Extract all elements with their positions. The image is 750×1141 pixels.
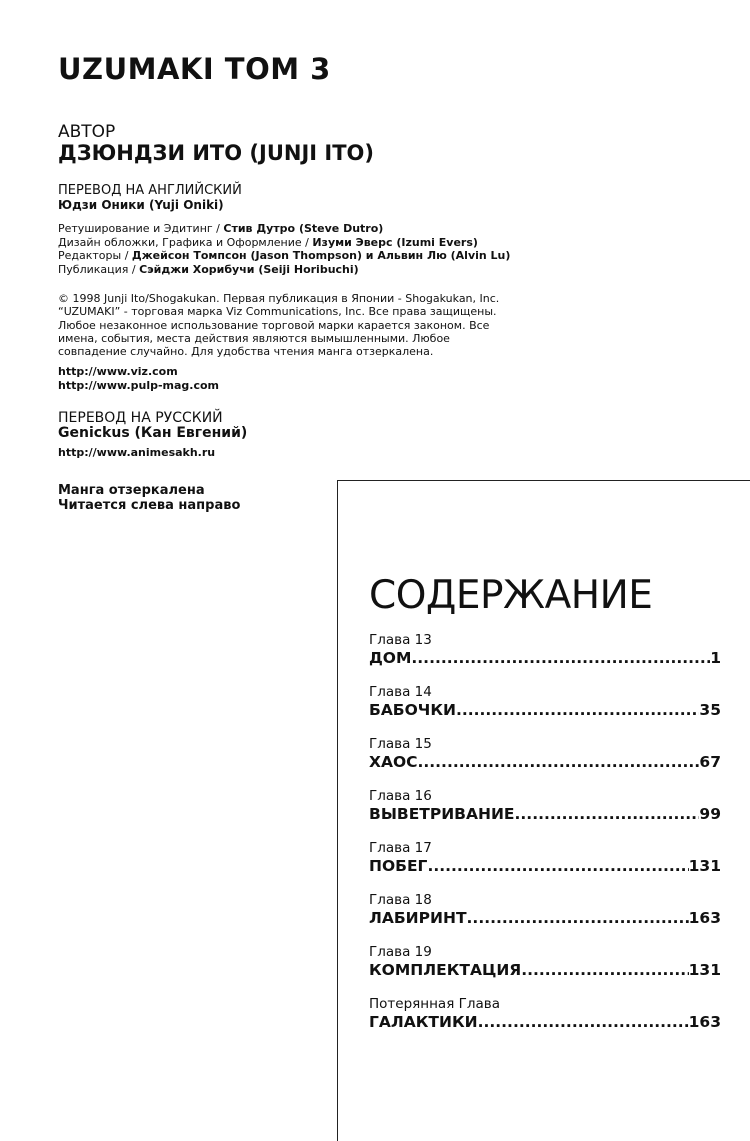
chapter-page: 35: [699, 701, 721, 719]
chapter-label: Глава 19: [369, 944, 432, 960]
dot-leader: [418, 753, 700, 772]
animesakh-url-link[interactable]: http://www.animesakh.ru: [58, 446, 216, 459]
toc-entry[interactable]: [369, 892, 721, 944]
credit-role: Редакторы /: [58, 249, 129, 263]
credit-role: Ретуширование и Эдитинг /: [58, 222, 220, 235]
credits-block: [58, 222, 510, 276]
credit-names: Сэйджи Хорибучи (Seiji Horibuchi): [139, 262, 359, 276]
credit-role: Публикация /: [58, 262, 136, 276]
dot-leader: [427, 857, 688, 876]
chapter-title: ДОМ: [369, 649, 412, 667]
dot-leader: [456, 701, 699, 720]
chapter-title: БАБОЧКИ: [369, 701, 456, 719]
chapter-page: 131: [688, 857, 721, 875]
russian-translator-name: Genickus (Кан Евгений): [58, 425, 248, 441]
chapter-page: 131: [688, 961, 721, 979]
chapter-page: 163: [688, 909, 721, 927]
toc-entry[interactable]: [369, 684, 721, 736]
chapter-line: [369, 649, 721, 668]
english-translation-label: ПЕРЕВОД НА АНГЛИЙСКИЙ: [58, 183, 242, 198]
dot-leader: [515, 805, 700, 824]
toc-entry[interactable]: [369, 840, 721, 892]
author-label: АВТОР: [58, 122, 116, 142]
chapter-title: ХАОС: [369, 753, 418, 771]
credit-names: Джейсон Томпсон (Jason Thompson) и Альвин Лю (Alvin Lu): [131, 249, 511, 263]
chapter-line: [369, 857, 721, 876]
chapter-page: 1: [710, 649, 721, 667]
dot-leader: [478, 1013, 689, 1032]
chapter-title: ГАЛАКТИКИ: [369, 1013, 478, 1031]
chapter-label: Глава 18: [369, 892, 432, 908]
russian-translation-label: ПЕРЕВОД НА РУССКИЙ: [58, 410, 223, 426]
chapter-line: [369, 753, 721, 772]
toc-entry[interactable]: [369, 632, 721, 684]
chapter-title: КОМПЛЕКТАЦИЯ: [369, 961, 522, 979]
dot-leader: [521, 961, 688, 980]
chapter-page: 163: [688, 1013, 721, 1031]
credit-line: [58, 249, 510, 263]
credit-names: Изуми Эверс (Izumi Evers): [312, 235, 478, 249]
toc-entry[interactable]: [369, 944, 721, 996]
note-line: Читается слева направо: [58, 498, 241, 513]
copyright-notice: © 1998 Junji Ito/Shogakukan. Первая публикация в Японии - Shogakukan, Inc. “UZUMAKI” - торговая марка Viz Communications, Inc. Все права защищены. Любое незаконное использование торговой марки карается законом. Все имена, события, места действия являются вымышленными. Любое совпадение случайно. Для удобства чтения манга отзеркалена.: [58, 292, 500, 359]
toc-list: [369, 632, 721, 1048]
chapter-title: ВЫВЕТРИВАНИЕ: [369, 805, 515, 823]
chapter-line: [369, 961, 721, 980]
chapter-label: Глава 15: [369, 736, 432, 752]
toc-entry[interactable]: [369, 788, 721, 840]
chapter-page: 67: [699, 753, 721, 771]
chapter-line: [369, 805, 721, 824]
chapter-line: [369, 1013, 721, 1032]
chapter-title: ЛАБИРИНТ: [369, 909, 467, 927]
chapter-label: Глава 13: [369, 632, 432, 648]
chapter-label: Глава 17: [369, 840, 432, 856]
pulp-mag-url-link[interactable]: http://www.pulp-mag.com: [58, 379, 220, 392]
toc-entry[interactable]: [369, 996, 721, 1048]
note-line: Манга отзеркалена: [58, 483, 205, 498]
credit-names: Стив Дутро (Steve Dutro): [223, 222, 384, 235]
page-title: UZUMAKI TOM 3: [58, 52, 331, 86]
chapter-title: ПОБЕГ: [369, 857, 428, 875]
credit-line: [58, 236, 510, 250]
chapter-page: 99: [699, 805, 721, 823]
chapter-line: [369, 701, 721, 720]
toc-heading: СОДЕРЖАНИЕ: [369, 573, 653, 618]
author-name: ДЗЮНДЗИ ИТО (JUNJI ITO): [58, 141, 374, 165]
chapter-label: Глава 16: [369, 788, 432, 804]
credit-line: [58, 263, 510, 277]
dot-leader: [411, 649, 710, 668]
credit-line: [58, 222, 510, 236]
toc-entry[interactable]: [369, 736, 721, 788]
dot-leader: [467, 909, 689, 928]
english-translator-name: Юдзи Оники (Yuji Oniki): [58, 198, 224, 212]
mirror-note: [58, 483, 240, 513]
chapter-label: Потерянная Глава: [369, 996, 500, 1012]
chapter-line: [369, 909, 721, 928]
viz-url-link[interactable]: http://www.viz.com: [58, 365, 178, 378]
chapter-label: Глава 14: [369, 684, 432, 700]
credit-role: Дизайн обложки, Графика и Оформление /: [58, 235, 309, 249]
